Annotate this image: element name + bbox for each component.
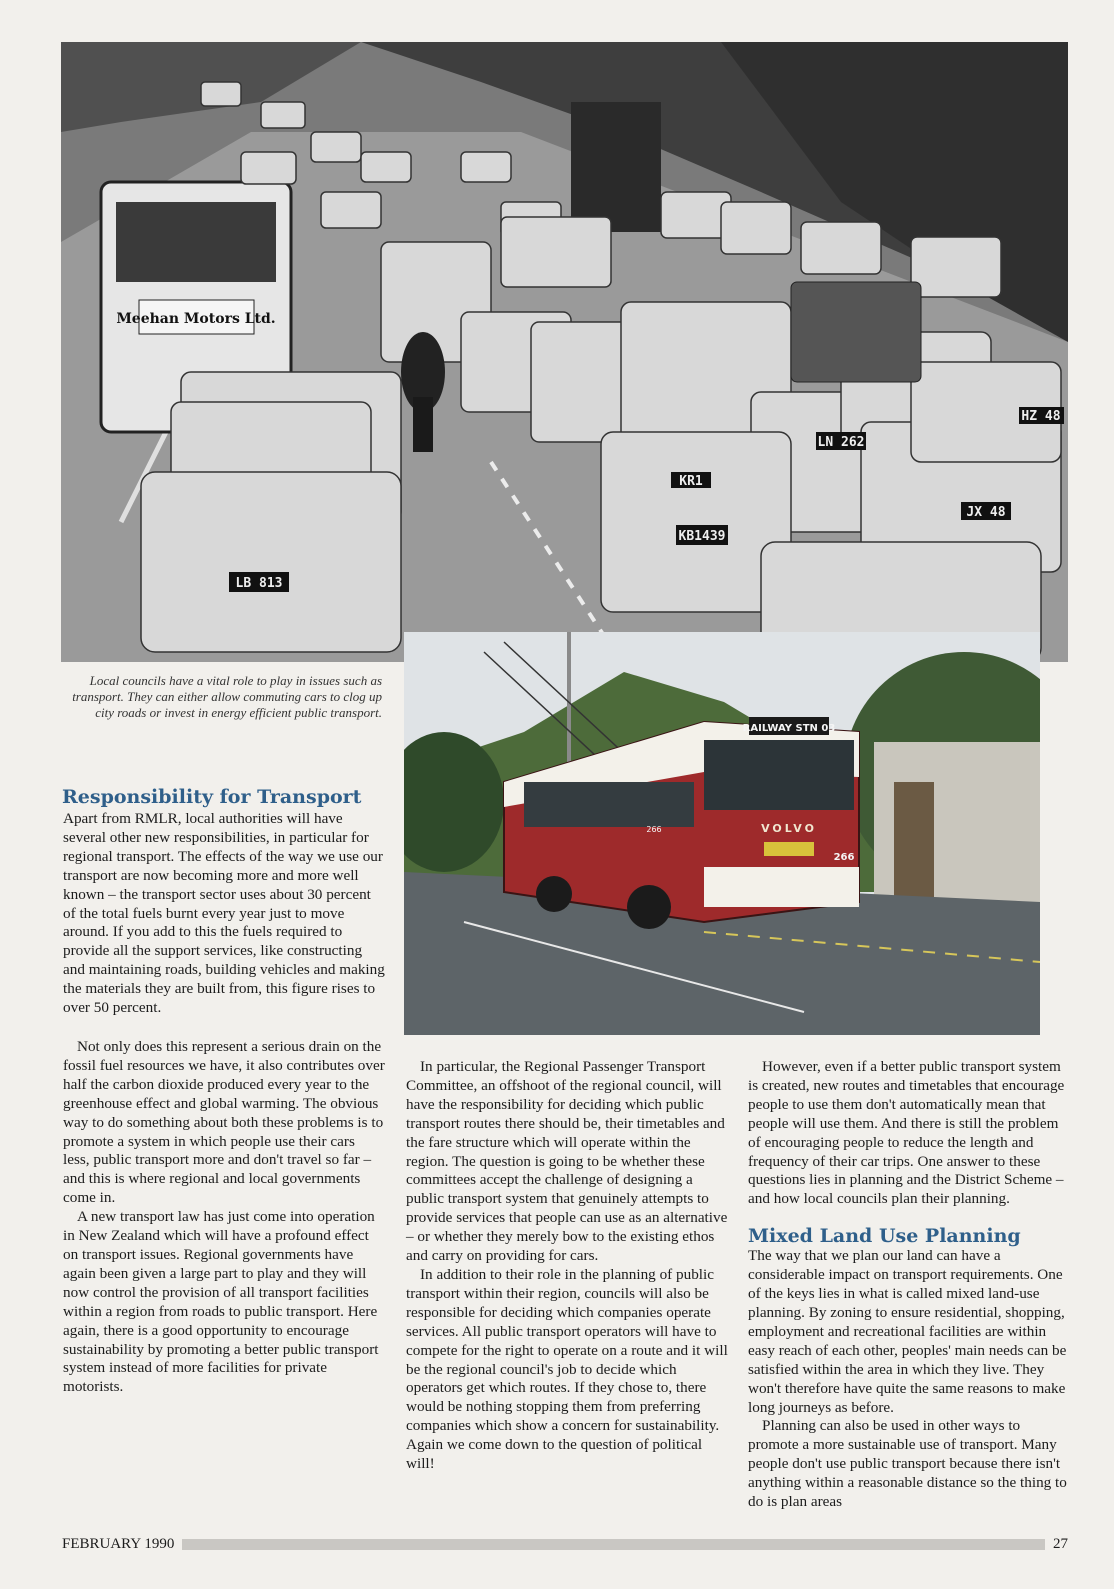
paragraph: In particular, the Regional Passenger Transport Committee, an offshoot of the regional council, will have the responsibility for deciding which public transport routes there should be, their timetables and the fare structure which will operate within the region. The question is going to be whether these committees accept the challenge of designing a public transport system that genuinely attempts to provide services that people can use as an alternative – or whether they merely bow to the existing ethos and carry on providing for cars. — [406, 1058, 728, 1265]
column-1-bottom — [63, 1038, 385, 1397]
plate-2: KB1439 — [678, 529, 726, 544]
page-footer — [62, 1534, 1068, 1554]
plate-4: JX 48 — [966, 505, 1006, 520]
heading-responsibility-for-transport: Responsibility for Transport — [62, 786, 362, 808]
issue-date: FEBRUARY 1990 — [62, 1535, 175, 1552]
bus-brand: VOLVO — [761, 822, 817, 835]
column-1-top — [63, 810, 385, 1018]
footer-rule — [182, 1539, 1045, 1550]
photo-caption: Local councils have a vital role to play in issues such as transport. They can either allow commuting cars to clog up city roads or invest in energy efficient public transport. — [72, 673, 382, 720]
paragraph: Not only does this represent a serious drain on the fossil fuel resources we have, it also contributes over half the carbon dioxide produced every year to the greenhouse effect and global warming. The obvious way to do something about both these problems is to promote a system in which people use their cars less, public transport more and don't travel so far – and this is where regional and local governments come in. — [63, 1038, 385, 1207]
paragraph: Apart from RMLR, local authorities will have several other new responsibilities, in particular for regional transport. The effects of the way we use our transport are now becoming more and more well known – the transport sector uses about 30 percent of the total fuels burnt every year just to move around. If you add to this the fuels required to provide all the support services, like constructing and maintaining roads, building vehicles and making the materials they are built from, this figure rises to over 50 percent. — [63, 810, 385, 1017]
paragraph: The way that we plan our land can have a considerable impact on transport requirements. One of the keys lies in what is called mixed land-use planning. By zoning to ensure residential, shopping, employment and recreational facilities are within easy reach of each other, peoples' main needs can be satisfied within the area in which they live. They won't therefore have quite the same reasons to make long journeys as before. — [748, 1247, 1067, 1416]
trolleybus-photo — [404, 632, 1040, 1035]
bus-side-number: 266 — [646, 825, 662, 834]
bus-fleet-number: 266 — [833, 852, 855, 863]
paragraph: A new transport law has just come into operation in New Zealand which will have a profound effect on transport issues. Regional governments have again been given a large part to play and they will now control the provision of all transport facilities within a region from roads to public transport. Here again, there is a good opportunity to encourage sustainability by promoting a better public transport system instead of more facilities for private motorists. — [63, 1208, 379, 1396]
trolleybus-illustration — [404, 632, 1040, 1035]
plate-5: HZ 48 — [1021, 409, 1061, 424]
bus-sign-text: Meehan Motors Ltd. — [116, 311, 276, 327]
traffic-jam-illustration — [61, 42, 1068, 662]
paragraph: Planning can also be used in other ways to promote a more sustainable use of transport. Many people don't use public transport because there isn't anything within a reasonable distance so the thing to do is plan areas — [748, 1417, 1067, 1511]
bus-destination-sign: RAILWAY STN 03 — [742, 723, 836, 734]
plate-6: KR1 — [679, 474, 703, 489]
paragraph: However, even if a better public transport system is created, new routes and timetables that encourage people to use them don't automatically mean that people will use them. And there is still the problem of encouraging people to reduce the length and frequency of their car trips. One answer to these questions lies in planning and the District Scheme – and how local councils plan their planning. — [748, 1058, 1065, 1208]
heading-mixed-land-use-planning: Mixed Land Use Planning — [748, 1225, 1021, 1248]
paragraph: In addition to their role in the planning of public transport within their region, councils will also be responsible for deciding which companies operate services. All public transport operators will have to compete for the right to operate on a route and it will be the regional council's job to decide which operators get which routes. If they chose to, there would be nothing stopping them from preferring companies which show a concern for sustainability. Again we come down to the question of political will! — [406, 1265, 728, 1473]
column-2 — [406, 1058, 728, 1474]
column-3 — [748, 1058, 1070, 1512]
plate-3: LN 262 — [817, 435, 865, 450]
traffic-jam-photo — [61, 42, 1068, 662]
plate-1: LB 813 — [235, 576, 283, 591]
page-number: 27 — [1053, 1535, 1068, 1552]
